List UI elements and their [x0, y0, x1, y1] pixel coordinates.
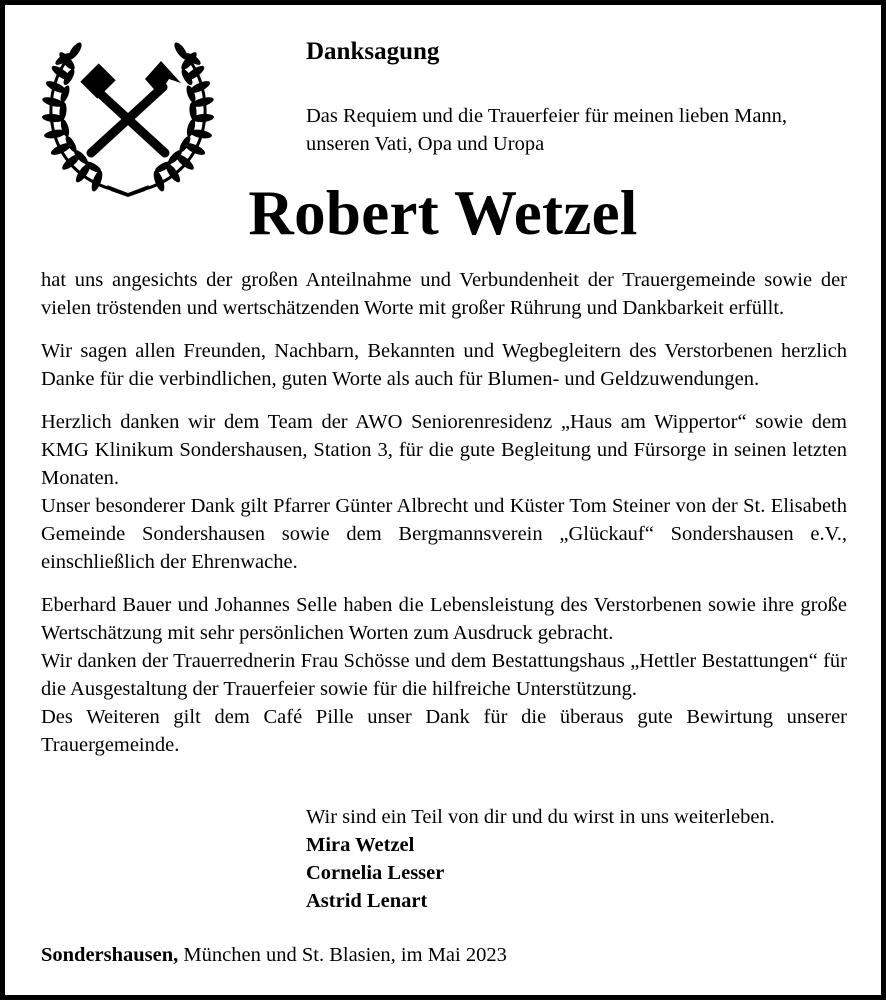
footer-place: Sondershausen,	[41, 944, 179, 966]
deceased-name: Robert Wetzel	[248, 178, 638, 248]
signer-name: Astrid Lenart	[306, 890, 428, 912]
notice-body	[41, 266, 847, 759]
intro-line: Das Requiem und die Trauerfeier für meinen lieben Mann,	[306, 105, 788, 127]
body-paragraph: Des Weiteren gilt dem Café Pille unser Dank für die überaus gute Bewirtung unserer Trauergemeinde.	[41, 706, 847, 756]
place-date-line	[41, 941, 507, 969]
intro-text	[306, 102, 866, 158]
signer-name: Mira Wetzel	[306, 834, 415, 856]
body-paragraph: hat uns angesichts der großen Anteilnahme und Verbundenheit der Trauergemeinde sowie der vielen tröstenden und wertschätzenden Worte mit großer Rührung und Dankbarkeit erfüllt.	[41, 269, 847, 319]
closing-block	[306, 803, 866, 915]
body-paragraph: Wir sagen allen Freunden, Nachbarn, Bekannten und Wegbegleitern des Verstorbenen herzlich Danke für die verbindlichen, guten Worte als auch für Blumen- und Geldzuwendungen.	[41, 340, 847, 390]
footer-place-date: München und St. Blasien, im Mai 2023	[178, 944, 507, 966]
body-paragraph: Herzlich danken wir dem Team der AWO Seniorenresidenz „Haus am Wippertor“ sowie dem KMG Klinikum Sondershausen, Station 3, für die gute Begleitung und Fürsorge in seinen letzten Monaten.	[41, 411, 847, 489]
intro-line: unseren Vati, Opa und Uropa	[306, 133, 545, 155]
body-paragraph: Eberhard Bauer und Johannes Selle haben die Lebensleistung des Verstorbenen sowie ihre große Wertschätzung mit sehr persönlichen Worten zum Ausdruck gebracht.	[41, 594, 847, 644]
notice-heading: Danksagung	[306, 38, 440, 65]
signer-name: Cornelia Lesser	[306, 862, 445, 884]
body-paragraph: Wir danken der Trauerrednerin Frau Schösse und dem Bestattungshaus „Hettler Bestattungen“ für die Ausgestaltung der Trauerfeier sowie für die hilfreiche Unterstützung.	[41, 650, 847, 700]
closing-line: Wir sind ein Teil von dir und du wirst in uns weiterleben.	[306, 806, 775, 828]
body-paragraph: Unser besonderer Dank gilt Pfarrer Günter Albrecht und Küster Tom Steiner von der St. Elisabeth Gemeinde Sondershausen sowie dem Bergmannsverein „Glückauf“ Sondershausen e.V., einschließlich der Ehrenwache.	[41, 495, 847, 573]
